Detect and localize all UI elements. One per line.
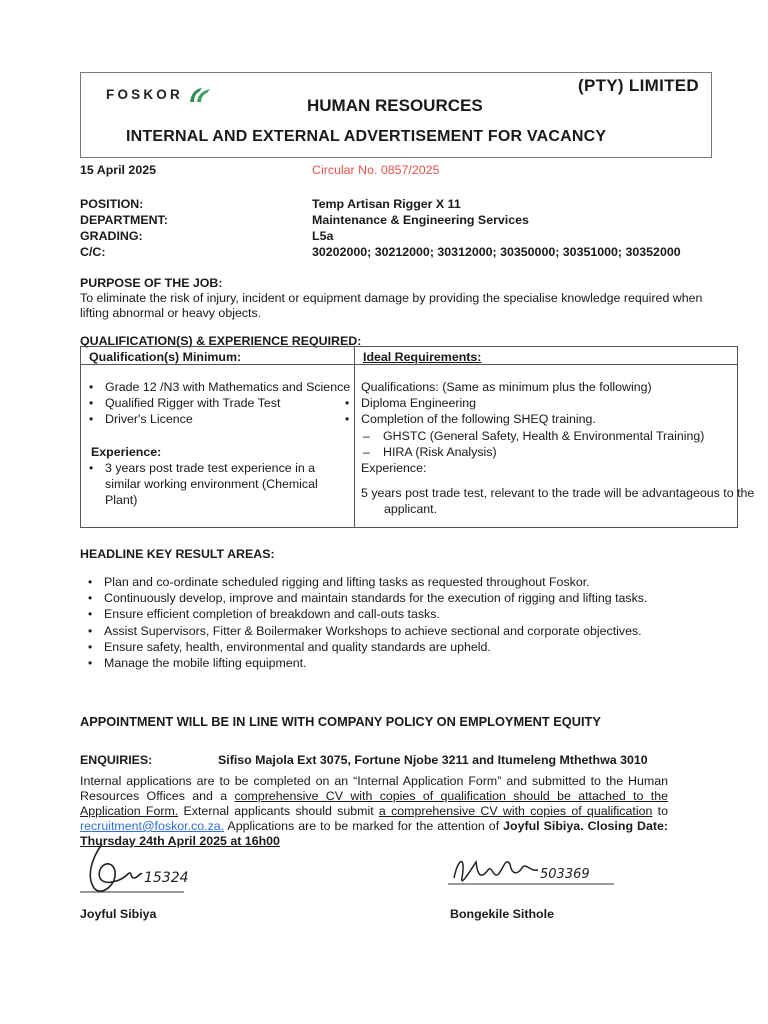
right-signatory: Bongekile Sithole	[450, 907, 554, 921]
pty-limited: (PTY) LIMITED	[578, 76, 699, 95]
grading-value: L5a	[312, 229, 334, 243]
right-signature	[448, 848, 618, 898]
list-item: – HIRA (Risk Analysis)	[337, 444, 727, 460]
right-signature-number: 503369	[540, 867, 590, 882]
list-item: • Grade 12 /N3 with Mathematics and Science	[81, 379, 351, 395]
purpose-line-1: To eliminate the risk of injury, incident or equipment damage by providing the specialise knowledge required when	[80, 291, 703, 305]
min-qual-header: Qualification(s) Minimum:	[89, 350, 242, 364]
list-item: • Qualified Rigger with Trade Test	[81, 395, 351, 411]
department-value: Maintenance & Engineering Services	[312, 213, 529, 227]
list-item: • Manage the mobile lifting equipment.	[80, 655, 740, 671]
list-item: • Plan and co-ordinate scheduled rigging and lifting tasks as requested throughout Foskor.	[80, 574, 740, 590]
advert-title: INTERNAL AND EXTERNAL ADVERTISEMENT FOR VACANCY	[126, 128, 607, 145]
letterhead	[80, 72, 712, 158]
ideal-exp-line-2: applicant.	[384, 502, 438, 516]
purpose-line-2: lifting abnormal or heavy objects.	[80, 306, 262, 320]
company-name: FOSKOR	[106, 87, 183, 102]
list-item: • Diploma Engineering	[337, 395, 727, 411]
list-item: • Assist Supervisors, Fitter & Boilermaker Workshops to achieve sectional and corporate objectives.	[80, 623, 740, 639]
list-item: • Ensure safety, health, environmental and quality standards are upheld.	[80, 639, 740, 655]
sheq-list	[337, 428, 727, 460]
ideal-list	[337, 395, 727, 427]
list-item: • Completion of the following SHEQ training.	[337, 411, 727, 427]
position-value: Temp Artisan Rigger X 11	[312, 197, 461, 211]
qualifications-table	[80, 346, 755, 528]
kra-heading: HEADLINE KEY RESULT AREAS:	[80, 547, 275, 561]
policy-statement: APPOINTMENT WILL BE IN LINE WITH COMPANY POLICY ON EMPLOYMENT EQUITY	[80, 714, 601, 729]
ideal-exp-line-1: 5 years post trade test, relevant to the trade will be advantageous to the	[361, 486, 755, 500]
hr-title: HUMAN RESOURCES	[307, 96, 483, 115]
min-exp-heading: Experience:	[91, 445, 162, 459]
position-label: POSITION:	[80, 197, 144, 211]
ideal-req-header: Ideal Requirements:	[363, 350, 482, 364]
cc-label: C/C:	[80, 245, 106, 259]
enquiries-label: ENQUIRIES:	[80, 753, 153, 767]
leaf-logo-icon	[188, 87, 212, 103]
recruitment-email-link[interactable]: recruitment@foskor.co.za.	[80, 819, 225, 833]
list-item: • Driver's Licence	[81, 411, 351, 427]
department-label: DEPARTMENT:	[80, 213, 168, 227]
left-signatory: Joyful Sibiya	[80, 907, 157, 921]
ideal-exp-heading: Experience:	[361, 461, 427, 475]
list-item: • Continuously develop, improve and maintain standards for the execution of rigging and lifting tasks.	[80, 590, 740, 606]
min-qual-list	[81, 379, 351, 428]
closing-date: Thursday 24th April 2025 at 16h00	[80, 834, 280, 848]
list-item: • 3 years post trade test experience in a similar working environment (Chemical Plant)	[81, 460, 341, 509]
purpose-heading: PURPOSE OF THE JOB:	[80, 276, 223, 290]
kra-list	[80, 574, 740, 671]
list-item: • Ensure efficient completion of breakdown and call-outs tasks.	[80, 606, 740, 622]
min-exp-list	[81, 460, 341, 509]
cc-value: 30202000; 30212000; 30312000; 30350000; 30351000; 30352000	[312, 245, 681, 259]
application-paragraph: Internal applications are to be completed on an “Internal Application Form” and submitted to the Human Resources Offices and a comprehensive CV with copies of qualification should be attached to the Application Form. External applicants should submit a comprehensive CV with copies of qualification to recruitment@foskor.co.za. Applications are to be marked for the attention of Joyful Sibiya. Closing Date: Thursday 24th April 2025 at 16h00	[80, 774, 668, 848]
grading-label: GRADING:	[80, 229, 143, 243]
left-signature	[80, 838, 190, 898]
left-signature-number: 15324	[144, 870, 189, 886]
circular-number: Circular No. 0857/2025	[312, 163, 440, 177]
foskor-logo	[106, 86, 212, 104]
qualifications-heading: QUALIFICATION(S) & EXPERIENCE REQUIRED:	[80, 334, 362, 348]
ideal-intro: Qualifications: (Same as minimum plus the following)	[361, 380, 652, 394]
advert-date: 15 April 2025	[80, 163, 156, 177]
enquiries-value: Sifiso Majola Ext 3075, Fortune Njobe 3211 and Itumeleng Mthethwa 3010	[218, 753, 648, 767]
list-item: – GHSTC (General Safety, Health & Environmental Training)	[337, 428, 727, 444]
